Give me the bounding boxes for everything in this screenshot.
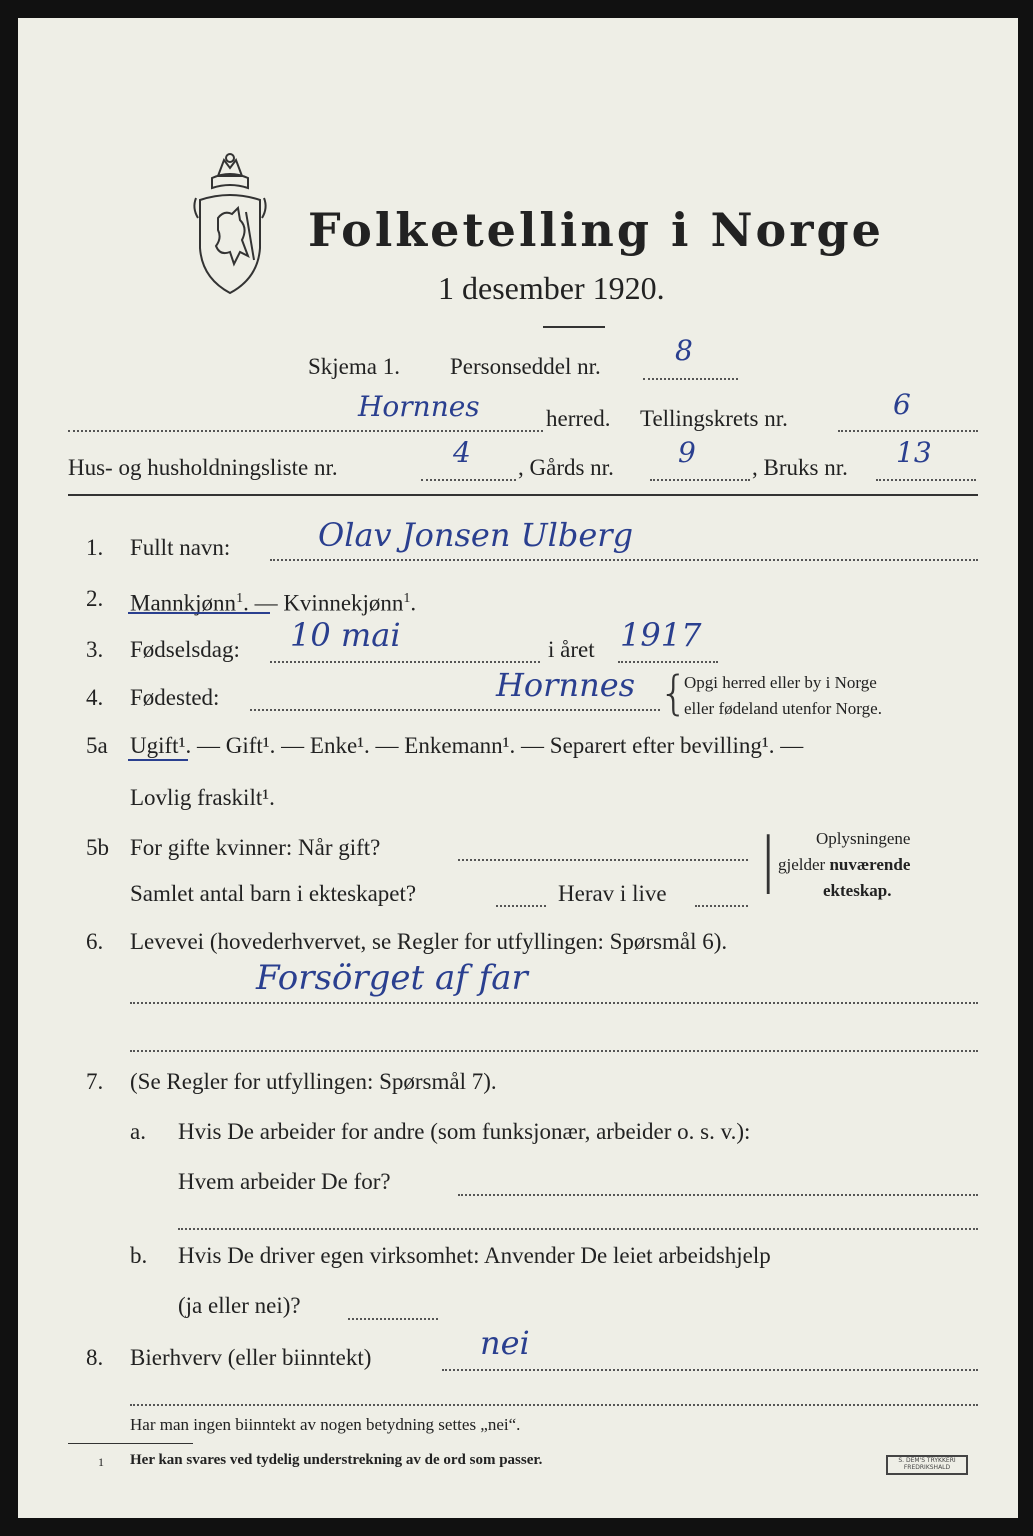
option-male: Mannkjønn (130, 590, 237, 616)
q5b-note-2 (778, 854, 910, 876)
q5b-note-1: Oplysningene (816, 829, 911, 848)
footnote-divider (68, 1443, 193, 1444)
option-female: Kvinnekjønn (283, 590, 404, 616)
option-ugift: Ugift (130, 733, 179, 758)
footnote-text: Her kan svares ved tydelig understrekning av de ord som passer. (130, 1452, 543, 1468)
q8-value: nei (480, 1324, 530, 1362)
ugift-underline (128, 759, 188, 761)
q7a-line-2 (178, 1228, 978, 1230)
q7a-question: Hvem arbeider De for? (178, 1169, 391, 1194)
q5b-children-line (496, 905, 546, 907)
personseddel-line (643, 378, 738, 380)
q3-year-label: i året (548, 637, 595, 662)
q5b-line-1: For gifte kvinner: Når gift? (130, 835, 381, 860)
bruks-value: 13 (896, 436, 932, 469)
q7a-label: Hvis De arbeider for andre (som funksjonær, arbeider o. s. v.): (178, 1119, 751, 1144)
personseddel-value: 8 (675, 334, 693, 367)
tellingskrets-line (838, 430, 978, 432)
q7b-question: (ja eller nei)? (178, 1293, 301, 1318)
q5b-note-2b: nuværende (829, 855, 911, 874)
q8-line (442, 1369, 978, 1371)
q6-label: Levevei (hovederhvervet, se Regler for utfyllingen: Spørsmål 6). (130, 929, 728, 954)
option-female-footnote: 1 (403, 591, 411, 606)
q4-note-2: eller fødeland utenfor Norge. (684, 699, 882, 718)
biinntekt-note: Har man ingen biinntekt av nogen betydning settes „nei“. (130, 1415, 521, 1434)
husliste-value: 4 (453, 436, 471, 469)
q4-brace: { (659, 666, 689, 720)
tellingskrets-label: Tellingskrets nr. (640, 406, 788, 431)
tellingskrets-value: 6 (893, 388, 911, 421)
q6-value: Forsörget af far (256, 958, 528, 998)
q1-value: Olav Jonsen Ulberg (318, 516, 634, 554)
q8-label: Bierhverv (eller biinntekt) (130, 1345, 372, 1370)
q7b-label: Hvis De driver egen virksomhet: Anvender De leiet arbeidshjelp (178, 1243, 771, 1268)
q5a-line-1 (130, 732, 803, 760)
q5b-brace: | (758, 825, 779, 895)
title-divider (543, 326, 605, 328)
q4-number: 4. (86, 685, 104, 710)
q7b-letter: b. (130, 1243, 148, 1268)
footnote-mark: 1 (98, 1455, 104, 1469)
bruks-label: , Bruks nr. (752, 455, 848, 480)
husliste-label: Hus- og husholdningsliste nr. (68, 455, 338, 480)
gards-label: , Gårds nr. (518, 455, 614, 480)
q5b-number: 5b (86, 835, 109, 860)
census-date: 1 desember 1920. (438, 270, 665, 306)
gards-value: 9 (678, 436, 696, 469)
printer-stamp: S. DEM'S TRYKKERI FREDRIKSHALD (886, 1455, 968, 1475)
q7b-line (348, 1318, 438, 1320)
q8-line-2 (130, 1404, 978, 1406)
q1-label: Fullt navn: (130, 535, 231, 560)
q5b-note-2a: gjelder (778, 855, 826, 874)
gards-line (650, 479, 750, 481)
q5b-married-line (458, 859, 748, 861)
schema-label: Skjema 1. (308, 354, 400, 379)
q3-day-line (270, 661, 540, 663)
q4-line (250, 709, 660, 711)
q5b-note-3: ekteskap. (823, 881, 892, 900)
q6-line-1 (130, 1002, 978, 1004)
option-male-footnote: 1 (236, 591, 244, 606)
q7-label: (Se Regler for utfyllingen: Spørsmål 7). (130, 1069, 497, 1094)
q3-label: Fødselsdag: (130, 637, 240, 662)
q5b-children-label: Samlet antal barn i ekteskapet? (130, 881, 417, 906)
q5b-alive-label: Herav i live (558, 881, 667, 906)
q5a-number: 5a (86, 733, 108, 758)
q2-end: . (410, 590, 417, 616)
male-underline (128, 612, 270, 614)
q7a-letter: a. (130, 1119, 146, 1144)
q1-number: 1. (86, 535, 104, 560)
q4-label: Fødested: (130, 685, 220, 710)
q3-year-line (618, 661, 718, 663)
herred-line (68, 430, 543, 432)
q2-separator: . — (243, 590, 284, 616)
bruks-line (876, 479, 976, 481)
q3-day-value: 10 mai (290, 616, 401, 654)
q6-line-2 (130, 1050, 978, 1052)
herred-value: Hornnes (358, 390, 480, 423)
q5b-alive-line (695, 905, 748, 907)
q3-number: 3. (86, 637, 104, 662)
q2-number: 2. (86, 586, 104, 611)
header-separator (68, 494, 978, 496)
q8-number: 8. (86, 1345, 104, 1370)
husliste-line (421, 479, 516, 481)
q1-line (270, 559, 978, 561)
q3-year-value: 1917 (620, 616, 702, 654)
q5a-line-2: Lovlig fraskilt¹. (130, 785, 275, 810)
q6-number: 6. (86, 929, 104, 954)
q4-value: Hornnes (496, 666, 636, 704)
page-title: Folketelling i Norge (308, 203, 884, 257)
personseddel-label: Personseddel nr. (450, 354, 601, 379)
coat-of-arms-icon (188, 148, 272, 298)
q5a-options: ¹. — Gift¹. — Enke¹. — Enkemann¹. — Separert efter bevilling¹. — (178, 733, 804, 758)
herred-label: herred. (546, 406, 611, 431)
q4-note-1: Opgi herred eller by i Norge (684, 673, 877, 692)
q7a-line-1 (458, 1194, 978, 1196)
census-form (18, 18, 1018, 1518)
q7-number: 7. (86, 1069, 104, 1094)
